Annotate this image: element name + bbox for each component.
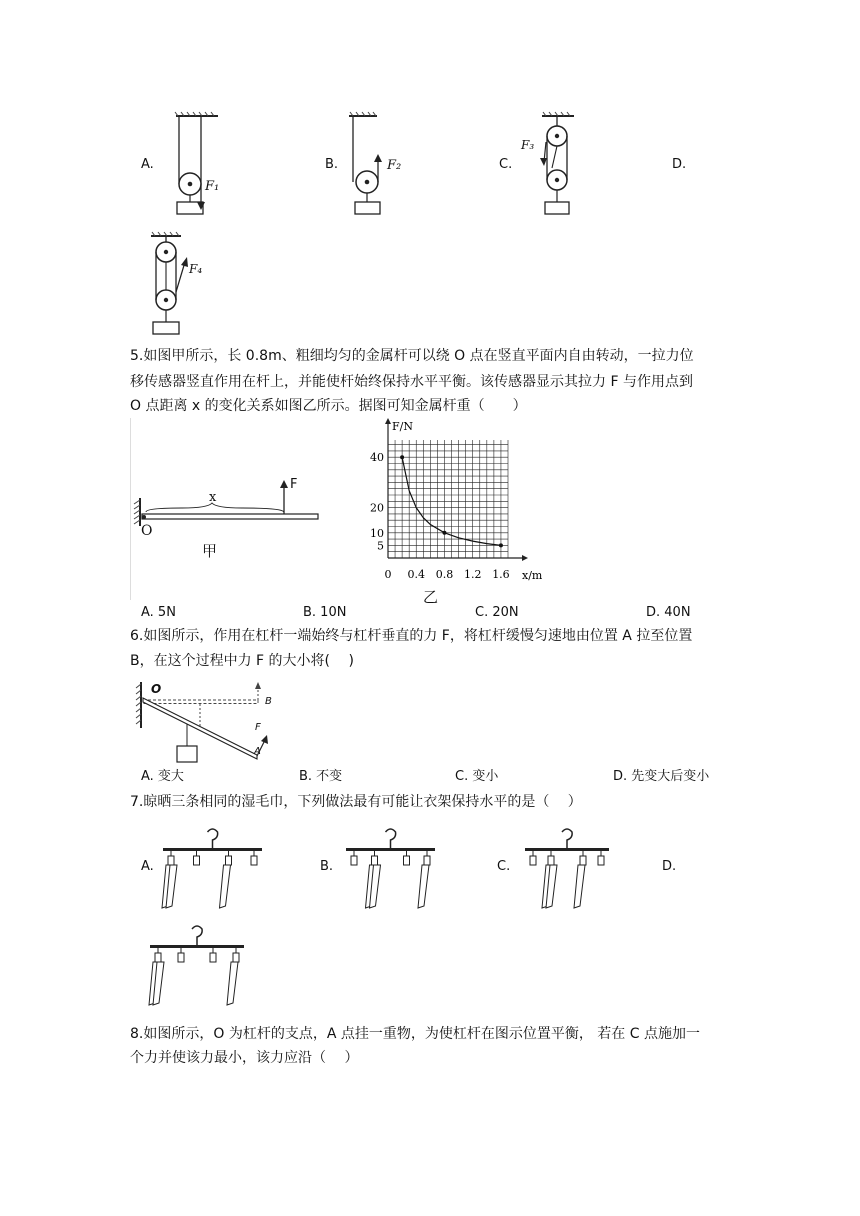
clip bbox=[194, 856, 200, 865]
q6-option-b[interactable]: B. 不变 bbox=[299, 769, 343, 784]
clip bbox=[548, 856, 554, 865]
clip bbox=[372, 856, 378, 865]
hanger-hook bbox=[192, 926, 202, 945]
q7-figure-c bbox=[517, 828, 617, 916]
clip bbox=[226, 856, 232, 865]
x-tick-label: 0.8 bbox=[435, 568, 454, 581]
q4-option-a-label: A. bbox=[141, 157, 154, 172]
y-tick-label: 10 bbox=[370, 526, 384, 540]
q4-force-label-f3: F₃ bbox=[521, 138, 535, 152]
q5-figure-jia bbox=[132, 470, 332, 540]
clip bbox=[404, 856, 410, 865]
x-axis-label: x/m bbox=[522, 569, 543, 582]
clip bbox=[251, 856, 257, 865]
q5-option-b[interactable]: B. 10N bbox=[303, 605, 347, 620]
q6-label-b: B bbox=[265, 696, 272, 707]
clip bbox=[233, 953, 239, 962]
data-point bbox=[499, 543, 503, 547]
y-tick-label: 5 bbox=[377, 539, 384, 553]
q6-option-c[interactable]: C. 变小 bbox=[455, 769, 499, 784]
q4-figure-c bbox=[530, 112, 600, 222]
hanger-bar bbox=[525, 848, 609, 851]
clip bbox=[351, 856, 357, 865]
x-tick-label: 1.6 bbox=[492, 568, 510, 581]
y-tick-label: 20 bbox=[370, 501, 384, 515]
hanger-hook bbox=[386, 829, 396, 848]
x-tick-label: 0 bbox=[384, 568, 392, 581]
chart-grid bbox=[388, 440, 508, 558]
q4-force-label-f2: F₂ bbox=[387, 158, 402, 173]
towel bbox=[220, 865, 231, 908]
q7-figure-b bbox=[338, 828, 443, 916]
q4-figure-d bbox=[145, 232, 225, 340]
q7-figure-a bbox=[155, 828, 270, 916]
x-tick-label: 0.4 bbox=[407, 568, 425, 581]
q7-option-b-label: B. bbox=[320, 859, 334, 874]
q6-line-2: B，在这个过程中力 F 的大小将( ) bbox=[130, 653, 354, 669]
y-axis-label: F/N bbox=[392, 420, 413, 433]
clip bbox=[598, 856, 604, 865]
q4-force-label-f1: F₁ bbox=[205, 179, 220, 194]
q7-line-1: 7.晾晒三条相同的湿毛巾，下列做法最有可能让衣架保持水平的是（ ） bbox=[130, 794, 582, 810]
x-axis-arrow bbox=[522, 555, 528, 561]
q5-jia-label-x: x bbox=[209, 490, 217, 505]
q6-label-f: F bbox=[255, 722, 261, 733]
q5-figure-border bbox=[130, 418, 131, 600]
clip bbox=[168, 856, 174, 865]
data-point bbox=[442, 531, 446, 535]
y-axis-arrow bbox=[385, 418, 391, 424]
hanger-bar bbox=[346, 848, 435, 851]
data-point bbox=[400, 455, 404, 459]
q8-line-2: 个力并使该力最小，该力应沿（ ） bbox=[130, 1050, 359, 1066]
q5-jia-label-f: F bbox=[290, 477, 298, 492]
q4-option-c-label: C. bbox=[499, 157, 513, 172]
q4-figure-a bbox=[160, 112, 240, 222]
q8-line-1: 8.如图所示，O 为杠杆的支点，A 点挂一重物，为使杠杆在图示位置平衡， 若在 C 点施加一 bbox=[130, 1026, 700, 1042]
clip bbox=[210, 953, 216, 962]
clip bbox=[155, 953, 161, 962]
q5-jia-label-o: O bbox=[141, 523, 153, 539]
q4-force-label-f4: F₄ bbox=[189, 262, 203, 276]
hanger-bar bbox=[163, 848, 262, 851]
y-tick-label: 40 bbox=[370, 451, 384, 465]
hanger-hook bbox=[208, 829, 218, 848]
q6-option-a[interactable]: A. 变大 bbox=[141, 769, 184, 784]
clip bbox=[530, 856, 536, 865]
x-tick-label: 1.2 bbox=[463, 568, 482, 581]
q7-option-d-label: D. bbox=[662, 859, 677, 874]
q5-yi-caption: 乙 bbox=[423, 588, 439, 606]
towel bbox=[227, 962, 238, 1005]
towel bbox=[418, 865, 429, 908]
q7-option-a-label: A. bbox=[141, 859, 154, 874]
q4-figure-b bbox=[345, 112, 415, 222]
hanger-bar bbox=[150, 945, 244, 948]
q7-figure-d bbox=[142, 925, 252, 1013]
q5-jia-caption: 甲 bbox=[202, 542, 218, 560]
q6-option-d[interactable]: D. 先变大后变小 bbox=[613, 769, 710, 784]
q6-line-1: 6.如图所示，作用在杠杆一端始终与杠杆垂直的力 F，将杠杆缓慢匀速地由位置 A 拉至位置 bbox=[130, 628, 693, 644]
q6-label-o: O bbox=[151, 682, 162, 696]
q5-option-c[interactable]: C. 20N bbox=[475, 605, 519, 620]
q5-line-2: 移传感器竖直作用在杆上，并能使杆始终保持水平平衡。该传感器显示其拉力 F 与作用点到 bbox=[130, 374, 693, 390]
q5-chart-yi bbox=[350, 418, 550, 588]
hanger-hook bbox=[562, 829, 572, 848]
q4-option-b-label: B. bbox=[325, 157, 339, 172]
q6-label-a: A bbox=[254, 746, 261, 757]
towel bbox=[574, 865, 585, 908]
q5-option-d[interactable]: D. 40N bbox=[646, 605, 691, 620]
q7-option-c-label: C. bbox=[497, 859, 511, 874]
clip bbox=[580, 856, 586, 865]
q5-line-1: 5.如图甲所示，长 0.8m、粗细均匀的金属杆可以绕 O 点在竖直平面内自由转动，一拉力位 bbox=[130, 348, 694, 364]
clip bbox=[424, 856, 430, 865]
q5-line-3: O 点距离 x 的变化关系如图乙所示。据图可知金属杆重（ ） bbox=[130, 398, 527, 414]
clip bbox=[178, 953, 184, 962]
q5-option-a[interactable]: A. 5N bbox=[141, 605, 176, 620]
q4-option-d-label: D. bbox=[672, 157, 687, 172]
